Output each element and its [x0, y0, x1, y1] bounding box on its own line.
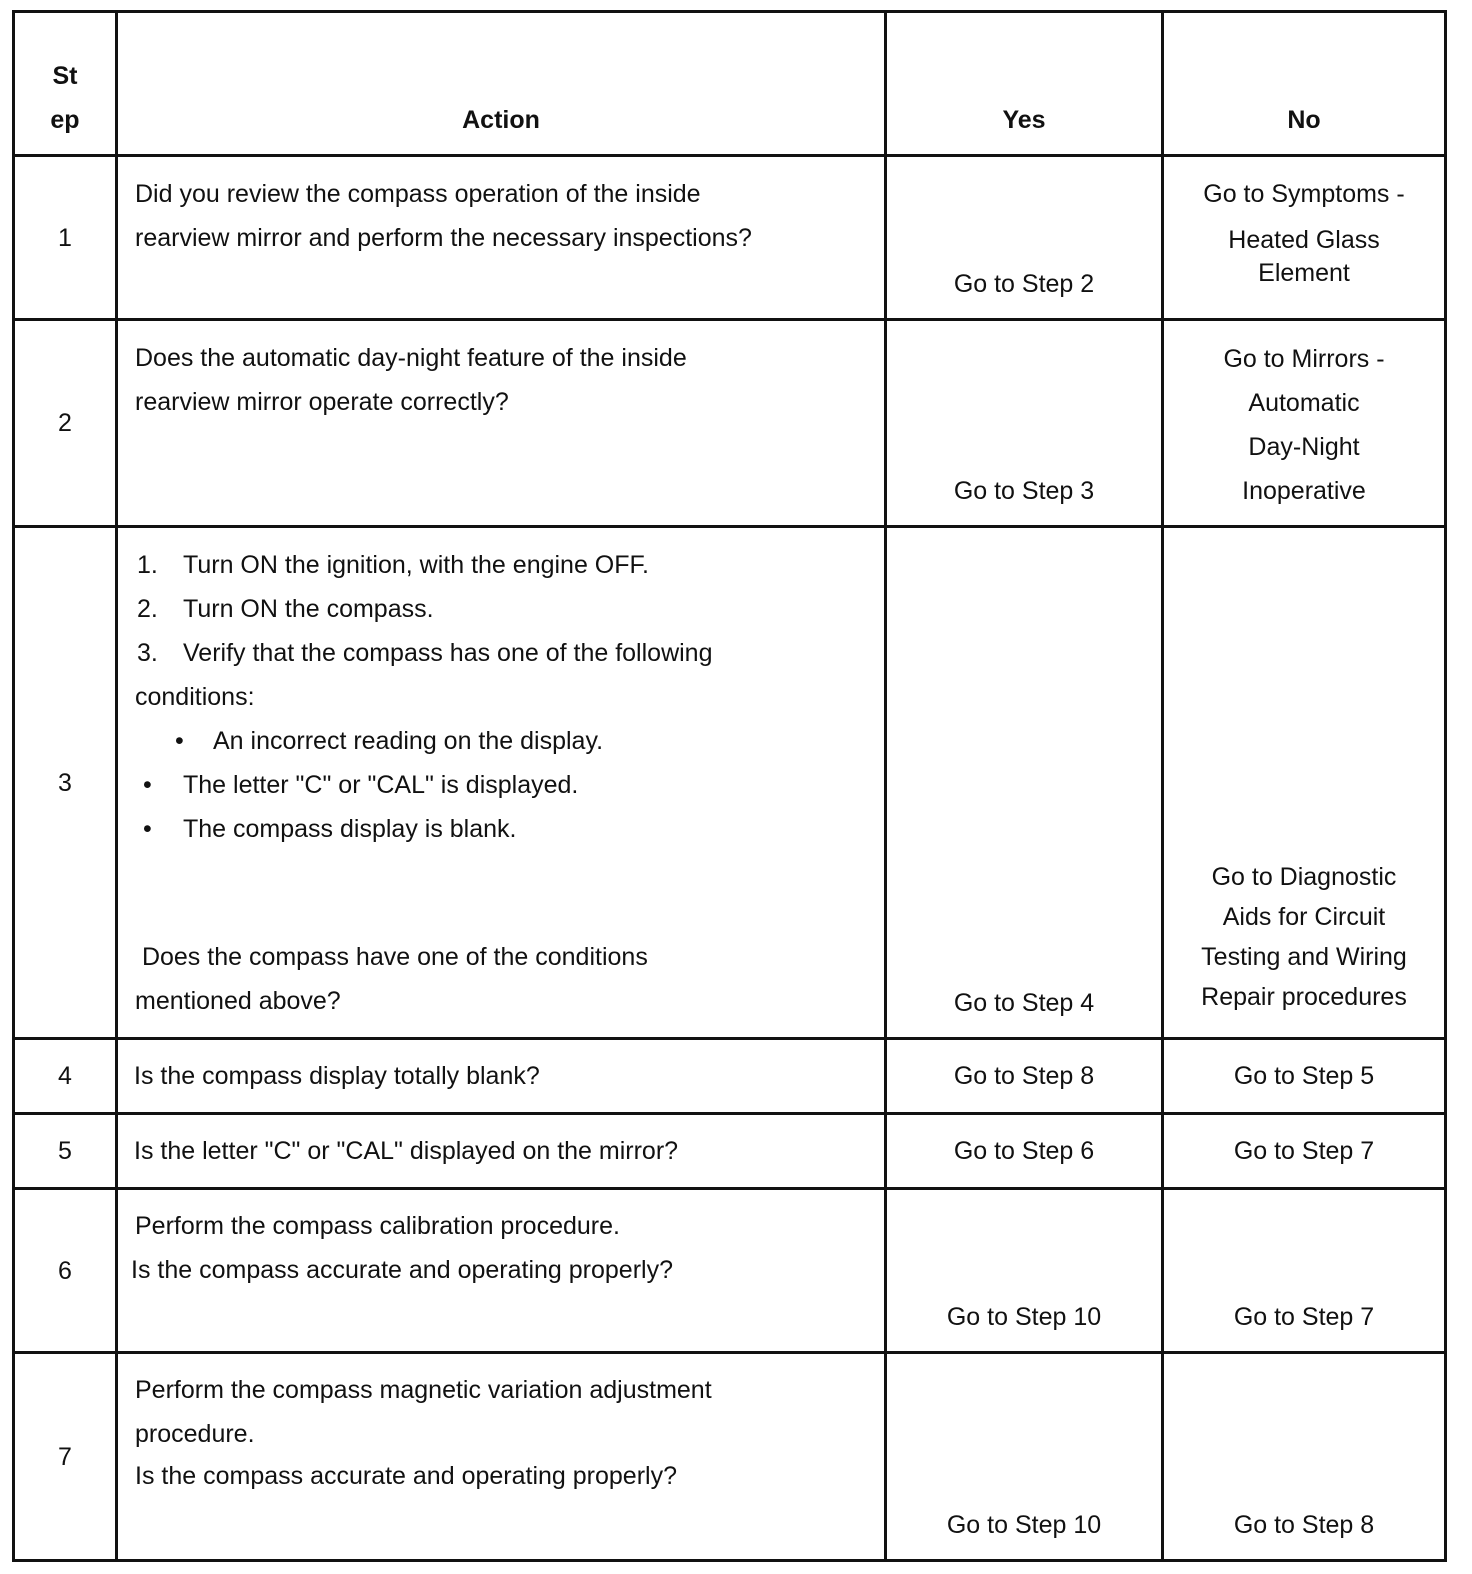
no-cell: Go to Diagnostic Aids for Circuit Testing and Wiring Repair procedures	[1163, 527, 1446, 1039]
yes-cell: Go to Step 8	[886, 1039, 1163, 1114]
header-step: St ep	[14, 12, 117, 156]
list-item: 1. Turn ON the ignition, with the engine OFF.	[137, 551, 649, 579]
table-row	[14, 1114, 1446, 1189]
action-cell: Is the letter "C" or "CAL" displayed on the mirror?	[117, 1114, 886, 1189]
bullet-item: • An incorrect reading on the display.	[175, 727, 604, 755]
table-row	[14, 1189, 1446, 1353]
list-item: 2. Turn ON the compass.	[137, 595, 434, 623]
no-cell: Go to Mirrors - Automatic Day-Night Inoperative	[1163, 320, 1446, 527]
table-row	[14, 156, 1446, 320]
bullet-item: • The letter "C" or "CAL" is displayed.	[143, 771, 579, 799]
no-cell: Go to Step 7	[1163, 1114, 1446, 1189]
step-number: 5	[14, 1114, 117, 1189]
step-number: 6	[14, 1189, 117, 1353]
diagnostic-table	[12, 10, 1447, 1562]
step-number: 7	[14, 1353, 117, 1561]
header-yes: Yes	[886, 12, 1163, 156]
no-cell: Go to Step 5	[1163, 1039, 1446, 1114]
no-cell: Go to Step 8	[1163, 1353, 1446, 1561]
step-number: 4	[14, 1039, 117, 1114]
yes-cell: Go to Step 10	[886, 1189, 1163, 1353]
no-cell: Go to Symptoms - Heated Glass Element	[1163, 156, 1446, 320]
yes-cell: Go to Step 4	[886, 527, 1163, 1039]
header-row	[14, 12, 1446, 156]
table-row	[14, 527, 1446, 1039]
no-cell: Go to Step 7	[1163, 1189, 1446, 1353]
action-cell: Perform the compass magnetic variation adjustment procedure. Is the compass accurate and operating properly?	[117, 1353, 886, 1561]
yes-cell: Go to Step 10	[886, 1353, 1163, 1561]
header-action: Action	[117, 12, 886, 156]
yes-cell: Go to Step 2	[886, 156, 1163, 320]
yes-cell: Go to Step 6	[886, 1114, 1163, 1189]
step-number: 2	[14, 320, 117, 527]
table-row	[14, 1353, 1446, 1561]
table-row	[14, 1039, 1446, 1114]
step-number: 1	[14, 156, 117, 320]
table-row	[14, 320, 1446, 527]
list-item: 3. Verify that the compass has one of the following	[137, 639, 713, 667]
step-number: 3	[14, 527, 117, 1039]
bullet-item: • The compass display is blank.	[143, 815, 517, 843]
header-no: No	[1163, 12, 1446, 156]
yes-cell: Go to Step 3	[886, 320, 1163, 527]
action-cell: Is the compass display totally blank?	[117, 1039, 886, 1114]
action-cell: 1. Turn ON the ignition, with the engine OFF. 2. Turn ON the compass. 3. Verify that the compass has one of the following conditions: • An incorrect reading on the display. • The letter "C" or "CAL" is displayed. • The compass display is blank. Does the compass have one of the conditions mentioned above?	[117, 527, 886, 1039]
action-cell: Perform the compass calibration procedure. Is the compass accurate and operating properly?	[117, 1189, 886, 1353]
action-cell: Does the automatic day-night feature of the inside rearview mirror operate correctly?	[117, 320, 886, 527]
action-cell: Did you review the compass operation of the inside rearview mirror and perform the necessary inspections?	[117, 156, 886, 320]
